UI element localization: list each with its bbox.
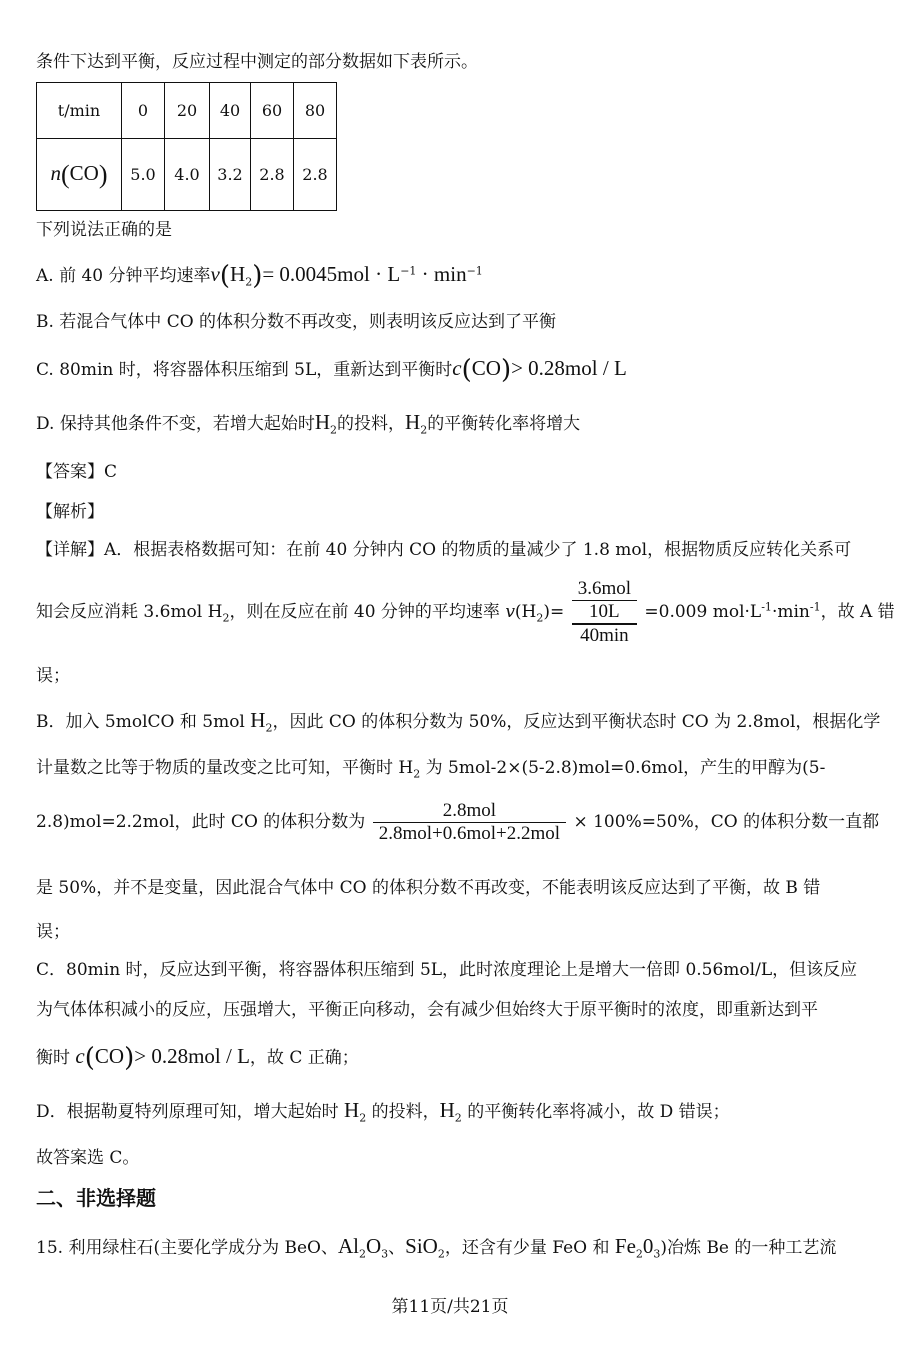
- conclusion-line: 故答案选 C。: [36, 1148, 140, 1168]
- detail-a-line1: 【详解】A．根据表格数据可知：在前 40 分钟内 CO 的物质的量减少了 1.8 mol，根据物质反应转化关系可: [36, 540, 852, 560]
- table-row-time: [37, 83, 337, 139]
- table-cell: 20: [165, 83, 210, 139]
- option-b: B. 若混合气体中 CO 的体积分数不再改变，则表明该反应达到了平衡: [36, 312, 557, 332]
- option-c: C. 80min 时，将容器体积压缩到 5L，重新达到平衡时c(CO)> 0.28mol / L: [36, 355, 627, 385]
- co-symbol: CO: [69, 160, 99, 185]
- answer-line: 【答案】C: [36, 462, 118, 482]
- rate-fraction: 3.6mol 10L 40min: [572, 578, 637, 647]
- intro-line: 条件下达到平衡，反应过程中测定的部分数据如下表所示。: [36, 52, 478, 72]
- detail-c-line3: 衡时 c(CO)> 0.28mol / L，故 C 正确；: [36, 1043, 359, 1073]
- detail-b-line5: 误；: [36, 922, 70, 942]
- detail-b-line2: 计量数之比等于物质的量改变之比可知，平衡时 $H_2$ 为 5mol-2×(5-2.8)mol=0.6mol，产生的甲醇为(5-: [36, 758, 826, 781]
- question-15-line: 15. 利用绿柱石(主要化学成分为 BeO、$Al_2O_3$、SiO$_2$，还含有少量 FeO 和 $Fe_20_3$)冶炼 Be 的一种工艺流: [36, 1234, 837, 1261]
- question-line: 下列说法正确的是: [36, 220, 172, 240]
- detail-c-line2: 为气体体积减小的反应，压强增大，平衡正向移动，会有减少但始终大于原平衡时的浓度，即重新达到平: [36, 1000, 818, 1020]
- detail-b-line3: 2.8)mol=2.2mol，此时 CO 的体积分数为 $\frac{\text{2.8mol}}{\text{2.8mol+0.6mol+2.2mol}}$ × 100%=50%，CO 的体积分数一直都: [36, 800, 880, 844]
- detail-d-line: D．根据勒夏特列原理可知，增大起始时 $H_2$ 的投料，$H_2$ 的平衡转化率将减小，故 D 错误；: [36, 1098, 730, 1125]
- data-table: [36, 82, 337, 211]
- table-cell: 2.8: [294, 139, 337, 211]
- option-a: A. 前 40 分钟平均速率$v(H_2)= 0.0045mol \cdot L^{-1} \cdot \min^{-1}$: [36, 261, 483, 291]
- page-footer: 第11页/共21页: [391, 1297, 509, 1317]
- detail-b-line4: 是 50%，并不是变量，因此混合气体中 CO 的体积分数不再改变，不能表明该反应达到了平衡，故 B 错: [36, 878, 821, 898]
- table-cell: 5.0: [122, 139, 165, 211]
- section-title: 二、非选择题: [36, 1186, 156, 1210]
- option-d: D. 保持其他条件不变，若增大起始时$H_2$的投料，$H_2$的平衡转化率将增大: [36, 410, 581, 437]
- fraction-co-volume: $\frac{\text{2.8mol}}{\text{2.8mol+0.6mol+2.2mol}}$: [373, 800, 566, 845]
- table-header-nco: n(CO): [37, 139, 122, 211]
- analysis-tag: 【解析】: [36, 502, 104, 522]
- table-cell: 60: [251, 83, 294, 139]
- table-cell: 40: [210, 83, 251, 139]
- table-cell: 80: [294, 83, 337, 139]
- detail-a-line2: 知会反应消耗 3.6mol $H_2$，则在反应在前 40 分钟的平均速率 $v(H_2)=$ 3.6mol 10L 40min =0.009 $mol\cdot L^{-1}\cdot\min^{-1}$，故 A 错: [36, 578, 895, 646]
- detail-b-line1: B．加入 5molCO 和 5mol $H_2$，因此 CO 的体积分数为 50%，反应达到平衡状态时 CO 为 2.8mol，根据化学: [36, 708, 881, 735]
- table-cell: 2.8: [251, 139, 294, 211]
- table-row-nco: [37, 139, 337, 211]
- table-cell: 3.2: [210, 139, 251, 211]
- table-cell: 4.0: [165, 139, 210, 211]
- table-header-time: t/min: [37, 83, 122, 139]
- detail-c-line1: C．80min 时，反应达到平衡，将容器体积压缩到 5L，此时浓度理论上是增大一倍即 0.56mol/L，但该反应: [36, 960, 858, 980]
- detail-a-line3: 误；: [36, 666, 70, 686]
- n-symbol: n: [50, 160, 61, 185]
- table-cell: 0: [122, 83, 165, 139]
